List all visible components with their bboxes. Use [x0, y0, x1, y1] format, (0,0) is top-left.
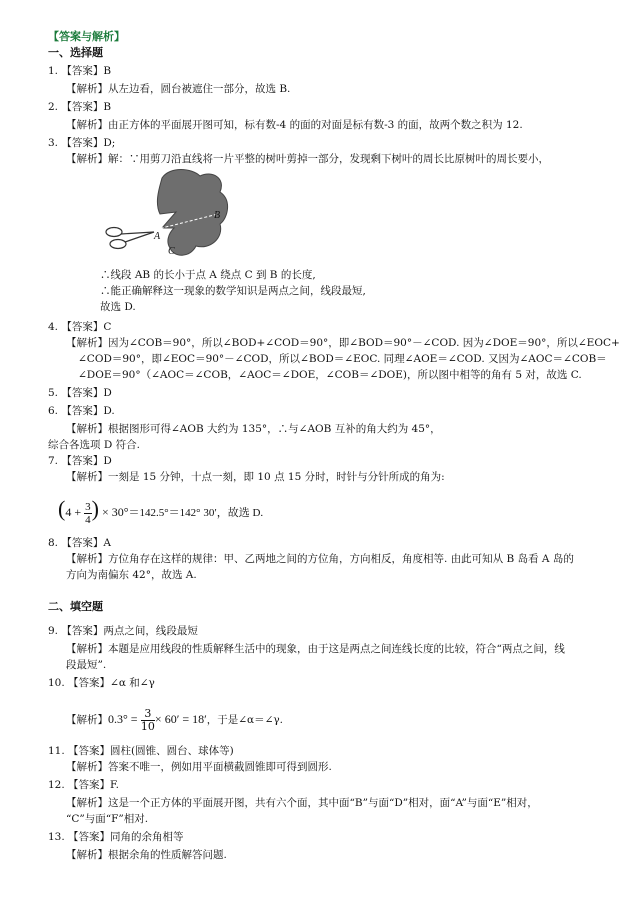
- section-fill-heading: 二、填空题: [48, 600, 103, 613]
- q13-explanation: 【解析】根据余角的性质解答问题.: [66, 849, 227, 861]
- q3-explanation: 【解析】解：∵用剪刀沿直线将一片平整的树叶剪掉一部分，发现剩下树叶的周长比原树叶的周长要小，: [66, 153, 549, 165]
- q11-answer: 11. 【答案】圆柱(圆锥、圆台、球体等): [48, 745, 234, 757]
- q12-answer: 12. 【答案】F.: [48, 779, 120, 791]
- q4-explanation-2: ∠COD＝90°，即∠EOC＝90°－∠COD，所以∠BOD＝∠EOC. 同理∠AOE＝∠COD. 又因为∠AOC＝∠COB＝: [78, 353, 607, 365]
- q6-answer: 6. 【答案】D.: [48, 405, 115, 417]
- q2-explanation: 【解析】由正方体的平面展开图可知，标有数-4 的面的对面是标有数-3 的面，故两个数之积为 12.: [66, 119, 523, 131]
- q7-formula-part-a: 4 +: [65, 505, 82, 519]
- q7-formula-part-b: × 30°: [101, 505, 129, 519]
- label-a: A: [154, 231, 161, 242]
- q6-explanation-1: 【解析】根据图形可得∠AOB 大约为 135°，∴与∠AOB 互补的角大约为 45°，: [66, 423, 441, 435]
- section-choice-heading: 一、选择题: [48, 46, 103, 59]
- q1-answer: 1. 【答案】B: [48, 65, 112, 77]
- q3-answer: 3. 【答案】D;: [48, 137, 116, 149]
- label-b: B: [214, 210, 221, 221]
- q7-formula-result: ＝142.5°＝142° 30′，故选 D.: [128, 507, 264, 519]
- q3-line3: 故选 D.: [100, 301, 136, 313]
- q11-explanation: 【解析】答案不唯一，例如用平面横截圆锥即可得到圆形.: [66, 761, 332, 773]
- q3-line1: ∴线段 AB 的长小于点 A 绕点 C 到 B 的长度,: [100, 269, 316, 281]
- q4-explanation-3: ∠DOE＝90°（∠AOC＝∠COB，∠AOC＝∠DOE，∠COB＝∠DOE)，所以图中相等的角有 5 对，故选 C.: [78, 369, 582, 381]
- q2-answer: 2. 【答案】B: [48, 101, 112, 113]
- q10-explanation: 【解析】0.3° = $\frac{3}{10}$ × 60′ = 18′，于是∠α＝∠γ.: [66, 706, 284, 733]
- q8-explanation-2: 方向为南偏东 42°，故选 A.: [66, 569, 197, 581]
- q13-answer: 13. 【答案】同角的余角相等: [48, 831, 184, 843]
- q12-explanation-1: 【解析】这是一个正方体的平面展开图，共有六个面，其中面“B”与面“D”相对，面“A”与面“E”相对，: [66, 797, 538, 809]
- q5-answer: 5. 【答案】D: [48, 387, 112, 399]
- q7-fraction: $\frac{3}{4}$: [85, 500, 91, 526]
- leaf-scissors-figure: [96, 162, 246, 266]
- q3-line2: ∴能正确解释这一现象的数学知识是两点之间，线段最短,: [100, 285, 366, 297]
- q4-explanation-1: 【解析】因为∠COB＝90°，所以∠BOD+∠COD＝90°，即∠BOD＝90°－∠COD. 因为∠DOE＝90°，所以∠EOC+: [66, 337, 620, 349]
- q7-explanation: 【解析】一刻是 15 分钟，十点一刻，即 10 点 15 分时，时针与分针所成的角为:: [66, 471, 445, 483]
- q9-explanation-1: 【解析】本题是应用线段的性质解释生活中的现象，由于这是两点之间连线长度的比较，符合“两点之间，线: [66, 643, 565, 655]
- q9-answer: 9. 【答案】两点之间，线段最短: [48, 625, 198, 637]
- q10-fraction: $\frac{3}{10}$: [140, 706, 155, 733]
- q12-explanation-2: “C”与面“F”相对.: [66, 813, 149, 825]
- q8-answer: 8. 【答案】A: [48, 537, 111, 549]
- scissors-icon: [106, 228, 154, 249]
- q8-explanation-1: 【解析】方位角存在这样的规律：甲、乙两地之间的方位角，方向相反，角度相等. 由此可知从 B 岛看 A 岛的: [66, 553, 574, 565]
- q9-explanation-2: 段最短”.: [66, 659, 107, 671]
- q7-formula: (4 + $\frac{3}{4}$ ) × 30°＝142.5°＝142° 30′，故选 D.: [58, 496, 264, 526]
- q7-answer: 7. 【答案】D: [48, 455, 112, 467]
- answers-title: 【答案与解析】: [48, 30, 125, 43]
- q4-answer: 4. 【答案】C: [48, 321, 112, 333]
- q1-explanation: 【解析】从左边看，圆台被遮住一部分，故选 B.: [66, 83, 291, 95]
- q6-explanation-2: 综合各选项 D 符合.: [48, 439, 140, 451]
- label-c: C: [168, 246, 175, 257]
- q10-answer: 10. 【答案】∠α 和∠γ: [48, 677, 155, 689]
